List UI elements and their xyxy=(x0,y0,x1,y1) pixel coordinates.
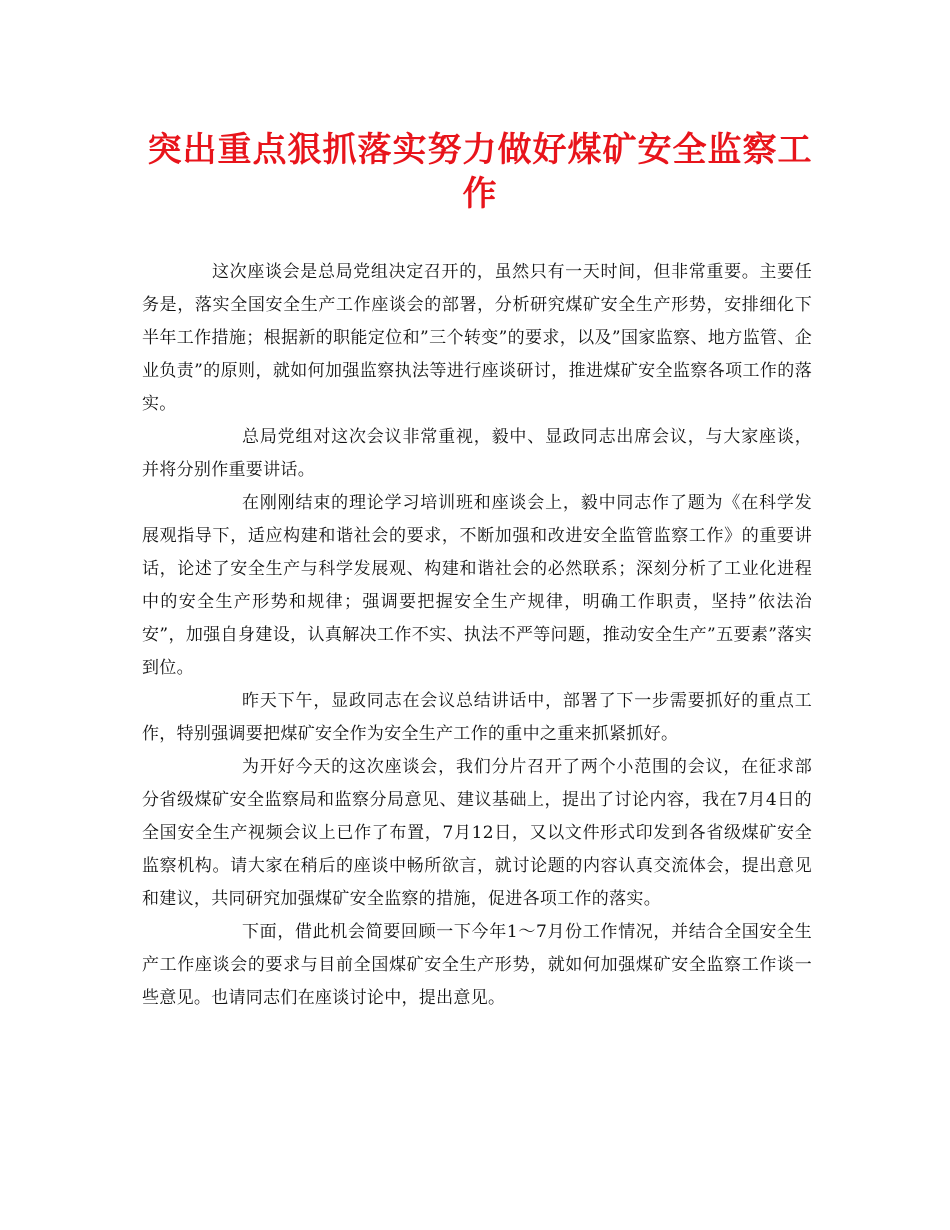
document-body xyxy=(142,256,812,1015)
paragraph-1: 这次座谈会是总局党组决定召开的，虽然只有一天时间，但非常重要。主要任务是，落实全国安全生产工作座谈会的部署，分析研究煤矿安全生产形势，安排细化下半年工作措施；根据新的职能定位和”三个转变”的要求，以及”国家监察、地方监管、企业负责”的原则，就如何加强监察执法等进行座谈研讨，推进煤矿安全监察各项工作的落实。 xyxy=(142,262,812,414)
paragraph-5: 为开好今天的这次座谈会，我们分片召开了两个小范围的会议，在征求部分省级煤矿安全监察局和监察分局意见、建议基础上，提出了讨论内容，我在7月4日的全国安全生产视频会议上已作了布置，7月12日，又以文件形式印发到各省级煤矿安全监察机构。请大家在稍后的座谈中畅所欲言，就讨论题的内容认真交流体会，提出意见和建议，共同研究加强煤矿安全监察的措施，促进各项工作的落实。 xyxy=(142,757,812,909)
document-title: 突出重点狠抓落实努力做好煤矿安全监察工作 xyxy=(147,130,813,214)
paragraph-6: 下面，借此机会简要回顾一下今年1～7月份工作情况，并结合全国安全生产工作座谈会的要求与目前全国煤矿安全生产形势，就如何加强煤矿安全监察工作谈一些意见。也请同志们在座谈讨论中，提出意见。 xyxy=(142,922,812,1008)
paragraph-4: 昨天下午，显政同志在会议总结讲话中，部署了下一步需要抓好的重点工作，特别强调要把煤矿安全作为安全生产工作的重中之重来抓紧抓好。 xyxy=(142,691,812,744)
paragraph-3: 在刚刚结束的理论学习培训班和座谈会上，毅中同志作了题为《在科学发展观指导下，适应构建和谐社会的要求，不断加强和改进安全监管监察工作》的重要讲话，论述了安全生产与科学发展观、构建和谐社会的必然联系；深刻分析了工业化进程中的安全生产形势和规律；强调要把握安全生产规律，明确工作职责，坚持”依法治安”，加强自身建设，认真解决工作不实、执法不严等问题，推动安全生产”五要素”落实到位。 xyxy=(142,493,812,678)
paragraph-2: 总局党组对这次会议非常重视，毅中、显政同志出席会议，与大家座谈，并将分别作重要讲话。 xyxy=(142,427,812,480)
